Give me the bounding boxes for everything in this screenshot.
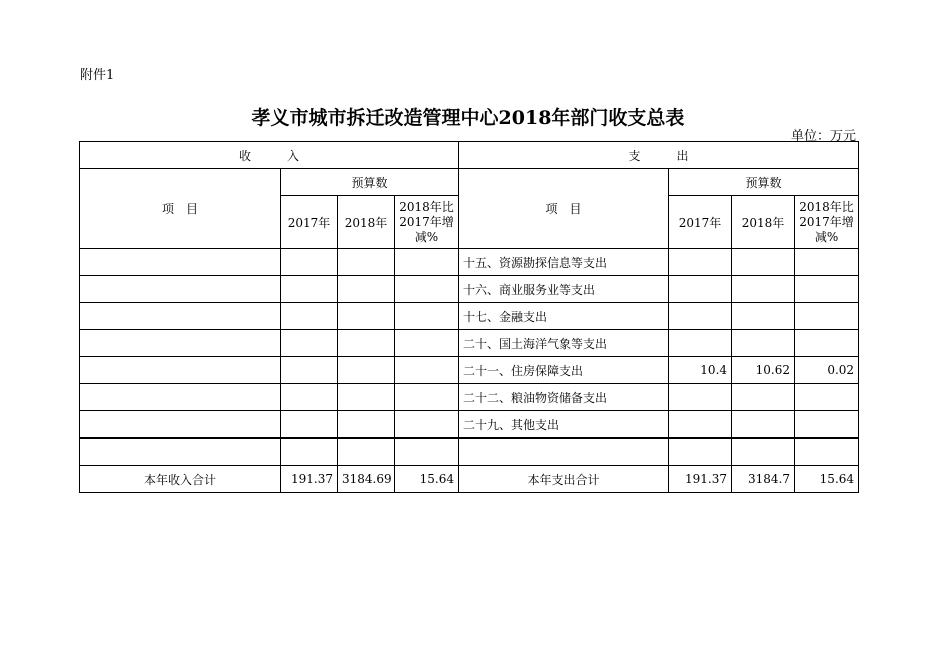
budget-table xyxy=(79,141,859,493)
expense-2018-value: 10.62 xyxy=(732,357,795,384)
expense-change-value xyxy=(795,411,859,439)
expense-2018-value xyxy=(732,411,795,439)
expense-item: 十六、商业服务业等支出 xyxy=(459,276,669,303)
expense-total-label: 本年支出合计 xyxy=(459,466,669,493)
table-row xyxy=(80,438,859,466)
income-total-2017: 191.37 xyxy=(281,466,338,493)
expense-item: 二十九、其他支出 xyxy=(459,411,669,439)
income-total-label: 本年收入合计 xyxy=(80,466,281,493)
attachment-label: 附件1 xyxy=(80,68,115,83)
expense-2018-value xyxy=(732,249,795,276)
income-header: 收 入 xyxy=(80,142,459,169)
expense-2017-value xyxy=(669,303,732,330)
total-row xyxy=(80,466,859,493)
expense-item: 二十二、粮油物资储备支出 xyxy=(459,384,669,411)
expense-change-header: 2018年比2017年增减% xyxy=(795,196,859,249)
expense-total-2018: 3184.7 xyxy=(732,466,795,493)
expense-2017-value xyxy=(669,384,732,411)
expense-2017-value xyxy=(669,411,732,439)
expense-header: 支 出 xyxy=(459,142,859,169)
expense-2017-value: 10.4 xyxy=(669,357,732,384)
expense-2018-value xyxy=(732,330,795,357)
expense-2017-value xyxy=(669,276,732,303)
table-row xyxy=(80,303,859,330)
expense-change-value xyxy=(795,303,859,330)
table-row xyxy=(80,357,859,384)
expense-item: 二十一、住房保障支出 xyxy=(459,357,669,384)
unit-label: 单位：万元 xyxy=(790,129,856,144)
expense-total-2017: 191.37 xyxy=(669,466,732,493)
table-row xyxy=(80,276,859,303)
income-item-header: 项 目 xyxy=(80,169,281,249)
expense-change-value xyxy=(795,276,859,303)
expense-2018-value xyxy=(732,276,795,303)
expense-total-change: 15.64 xyxy=(795,466,859,493)
expense-budget-header: 预算数 xyxy=(669,169,859,196)
expense-2017-header: 2017年 xyxy=(669,196,732,249)
expense-item: 十七、金融支出 xyxy=(459,303,669,330)
income-2017-header: 2017年 xyxy=(281,196,338,249)
expense-change-value: 0.02 xyxy=(795,357,859,384)
table-row xyxy=(80,249,859,276)
income-total-2018: 3184.69 xyxy=(338,466,395,493)
income-total-change: 15.64 xyxy=(395,466,459,493)
expense-2018-value xyxy=(732,303,795,330)
table-row xyxy=(80,330,859,357)
table-row xyxy=(80,384,859,411)
expense-item: 二十、国土海洋气象等支出 xyxy=(459,330,669,357)
expense-2018-header: 2018年 xyxy=(732,196,795,249)
expense-2018-value xyxy=(732,384,795,411)
income-change-header: 2018年比2017年增减% xyxy=(395,196,459,249)
table-row xyxy=(80,411,859,439)
expense-2017-value xyxy=(669,249,732,276)
expense-change-value xyxy=(795,330,859,357)
expense-item-header: 项 目 xyxy=(459,169,669,249)
income-budget-header: 预算数 xyxy=(281,169,459,196)
page-title: 孝义市城市拆迁改造管理中心2018年部门收支总表 xyxy=(251,107,685,129)
income-2018-header: 2018年 xyxy=(338,196,395,249)
expense-change-value xyxy=(795,249,859,276)
expense-item: 十五、资源勘探信息等支出 xyxy=(459,249,669,276)
expense-2017-value xyxy=(669,330,732,357)
expense-change-value xyxy=(795,384,859,411)
